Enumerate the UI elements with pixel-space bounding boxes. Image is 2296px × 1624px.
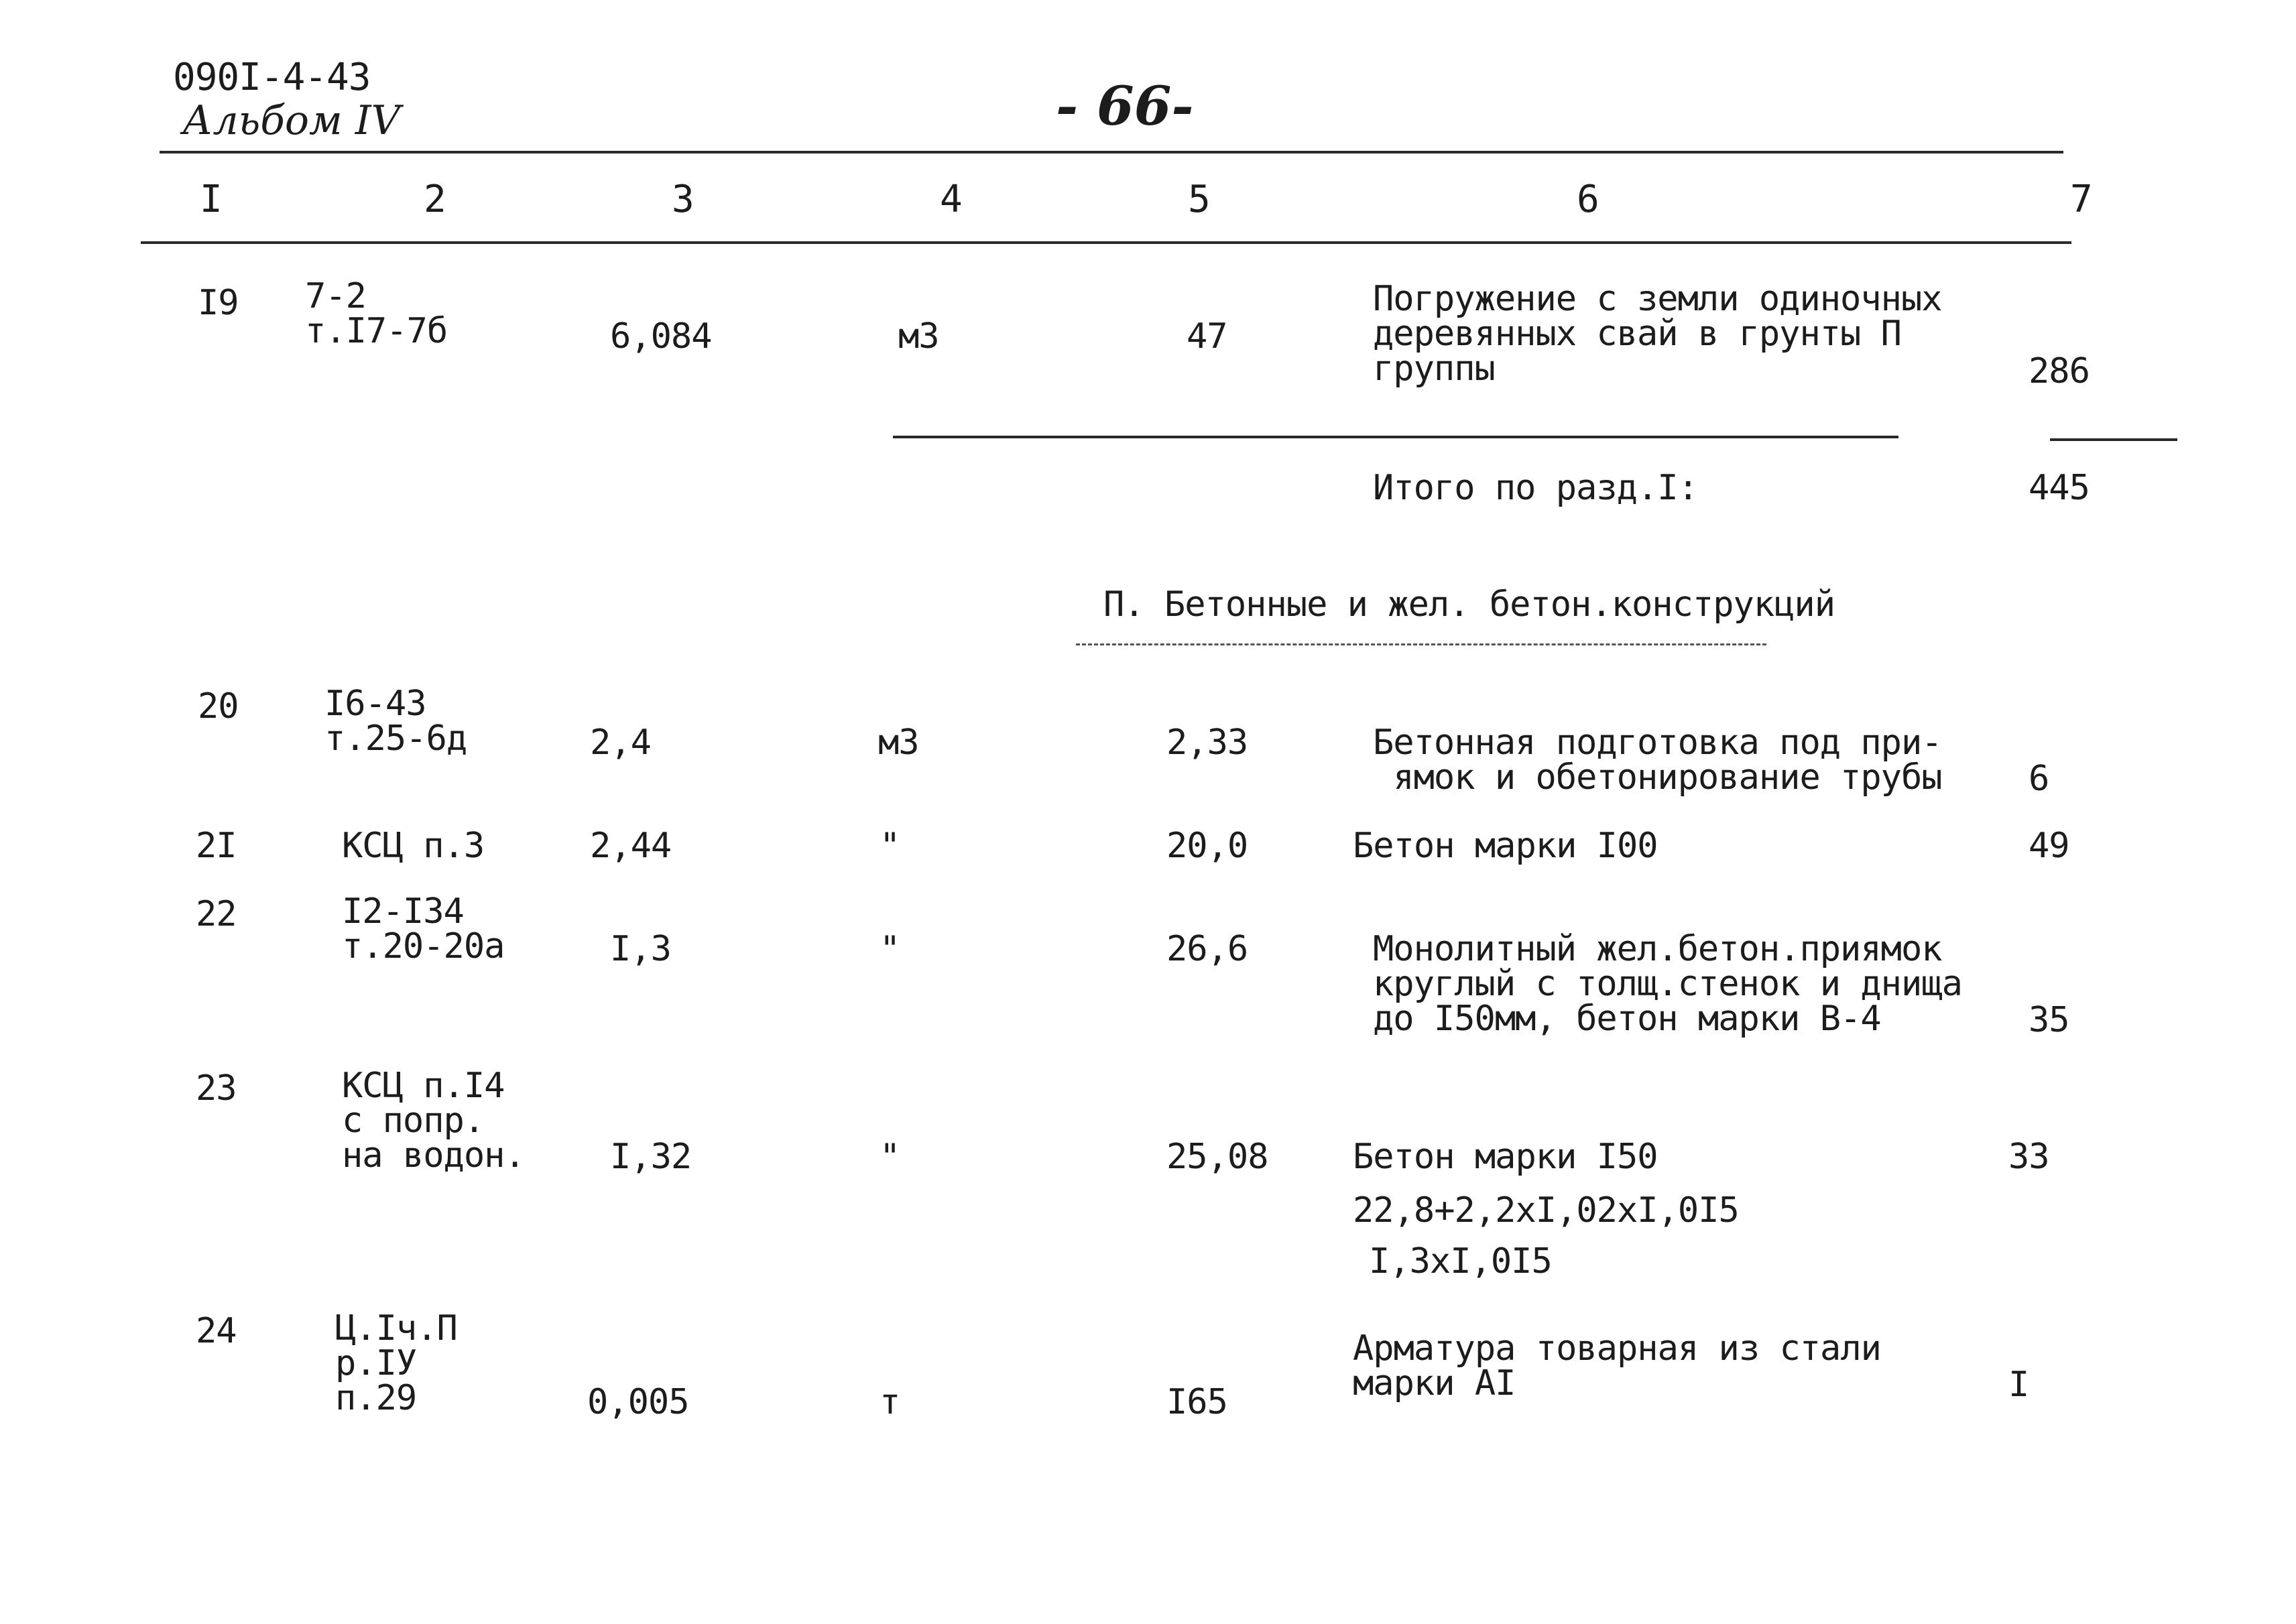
- work-description: Бетонная подготовка под при- ямок и обетонирование трубы: [1373, 723, 1942, 798]
- total-cost: 6: [2029, 759, 2049, 799]
- unit: м3: [898, 316, 939, 357]
- row-number: 22: [196, 894, 237, 934]
- total-cost: 35: [2029, 1000, 2069, 1040]
- work-description: Бетон марки I50: [1353, 1137, 1658, 1177]
- work-description: Монолитный жел.бетон.приямок круглый с толщ.стенок и днища до I50мм, бетон марки В-4: [1373, 929, 1962, 1039]
- column-header-3: 3: [672, 178, 694, 221]
- row-number: 23: [196, 1068, 237, 1109]
- quantity: 0,005: [587, 1382, 689, 1422]
- column-header-2: 2: [424, 178, 446, 221]
- unit-price: 2,33: [1166, 723, 1248, 763]
- quantity: 2,4: [590, 723, 651, 763]
- column-header-4: 4: [940, 178, 962, 221]
- norm-code: 7-2 т.I7-7б: [305, 276, 448, 351]
- row-number: 24: [196, 1311, 237, 1351]
- calculation-line: I,3xI,0I5: [1369, 1241, 1552, 1282]
- quantity: I,32: [610, 1137, 692, 1177]
- row-number: 2I: [196, 826, 237, 866]
- quantity: I,3: [610, 929, 671, 969]
- column-header-rule: [141, 241, 2071, 244]
- album-label: Альбом IV: [182, 97, 400, 144]
- subtotal-rule: [893, 436, 1898, 438]
- unit: м3: [878, 723, 919, 763]
- row-number: I9: [198, 283, 239, 323]
- work-description: Бетон марки I00: [1353, 826, 1658, 866]
- subtotal-rule-right: [2050, 438, 2177, 441]
- norm-code: КСЦ п.3: [342, 826, 485, 866]
- column-header-6: 6: [1577, 178, 1599, 221]
- unit: ": [880, 1137, 900, 1177]
- unit: ": [880, 929, 900, 969]
- subtotal-label: Итого по разд.I:: [1373, 468, 1698, 508]
- section-title-underline: [1076, 643, 1766, 645]
- unit: ": [880, 826, 900, 866]
- work-description: Арматура товарная из стали марки АI: [1353, 1328, 1881, 1403]
- quantity: 2,44: [590, 826, 672, 866]
- unit: т: [880, 1382, 900, 1422]
- quantity: 6,084: [610, 316, 712, 357]
- unit-price: 20,0: [1166, 826, 1248, 866]
- page-number: - 66-: [1056, 74, 1194, 137]
- norm-code: I6-43 т.25-6д: [324, 684, 467, 759]
- unit-price: 25,08: [1166, 1137, 1268, 1177]
- row-number: 20: [198, 686, 239, 727]
- calculation-line: 22,8+2,2xI,02xI,0I5: [1353, 1190, 1739, 1231]
- subtotal-value: 445: [2029, 468, 2090, 508]
- norm-code: I2-I34 т.20-20а: [342, 891, 505, 966]
- total-cost: 33: [2008, 1137, 2049, 1177]
- total-cost: 286: [2029, 351, 2090, 391]
- column-header-1: I: [200, 178, 222, 221]
- header-rule: [160, 151, 2063, 153]
- unit-price: 47: [1187, 316, 1227, 357]
- document-code: 090I-4-43: [173, 56, 371, 99]
- total-cost: I: [2008, 1365, 2029, 1405]
- total-cost: 49: [2029, 826, 2069, 866]
- unit-price: 26,6: [1166, 929, 1248, 969]
- work-description: Погружение с земли одиночных деревянных свай в грунты П группы: [1373, 279, 1942, 389]
- norm-code: КСЦ п.I4 с попр. на водон.: [342, 1066, 525, 1176]
- norm-code: Ц.Iч.П р.IУ п.29: [335, 1308, 457, 1418]
- column-header-7: 7: [2070, 178, 2092, 221]
- unit-price: I65: [1166, 1382, 1227, 1422]
- column-header-5: 5: [1188, 178, 1210, 221]
- section-title: П. Бетонные и жел. бетон.конструкций: [1103, 584, 1835, 625]
